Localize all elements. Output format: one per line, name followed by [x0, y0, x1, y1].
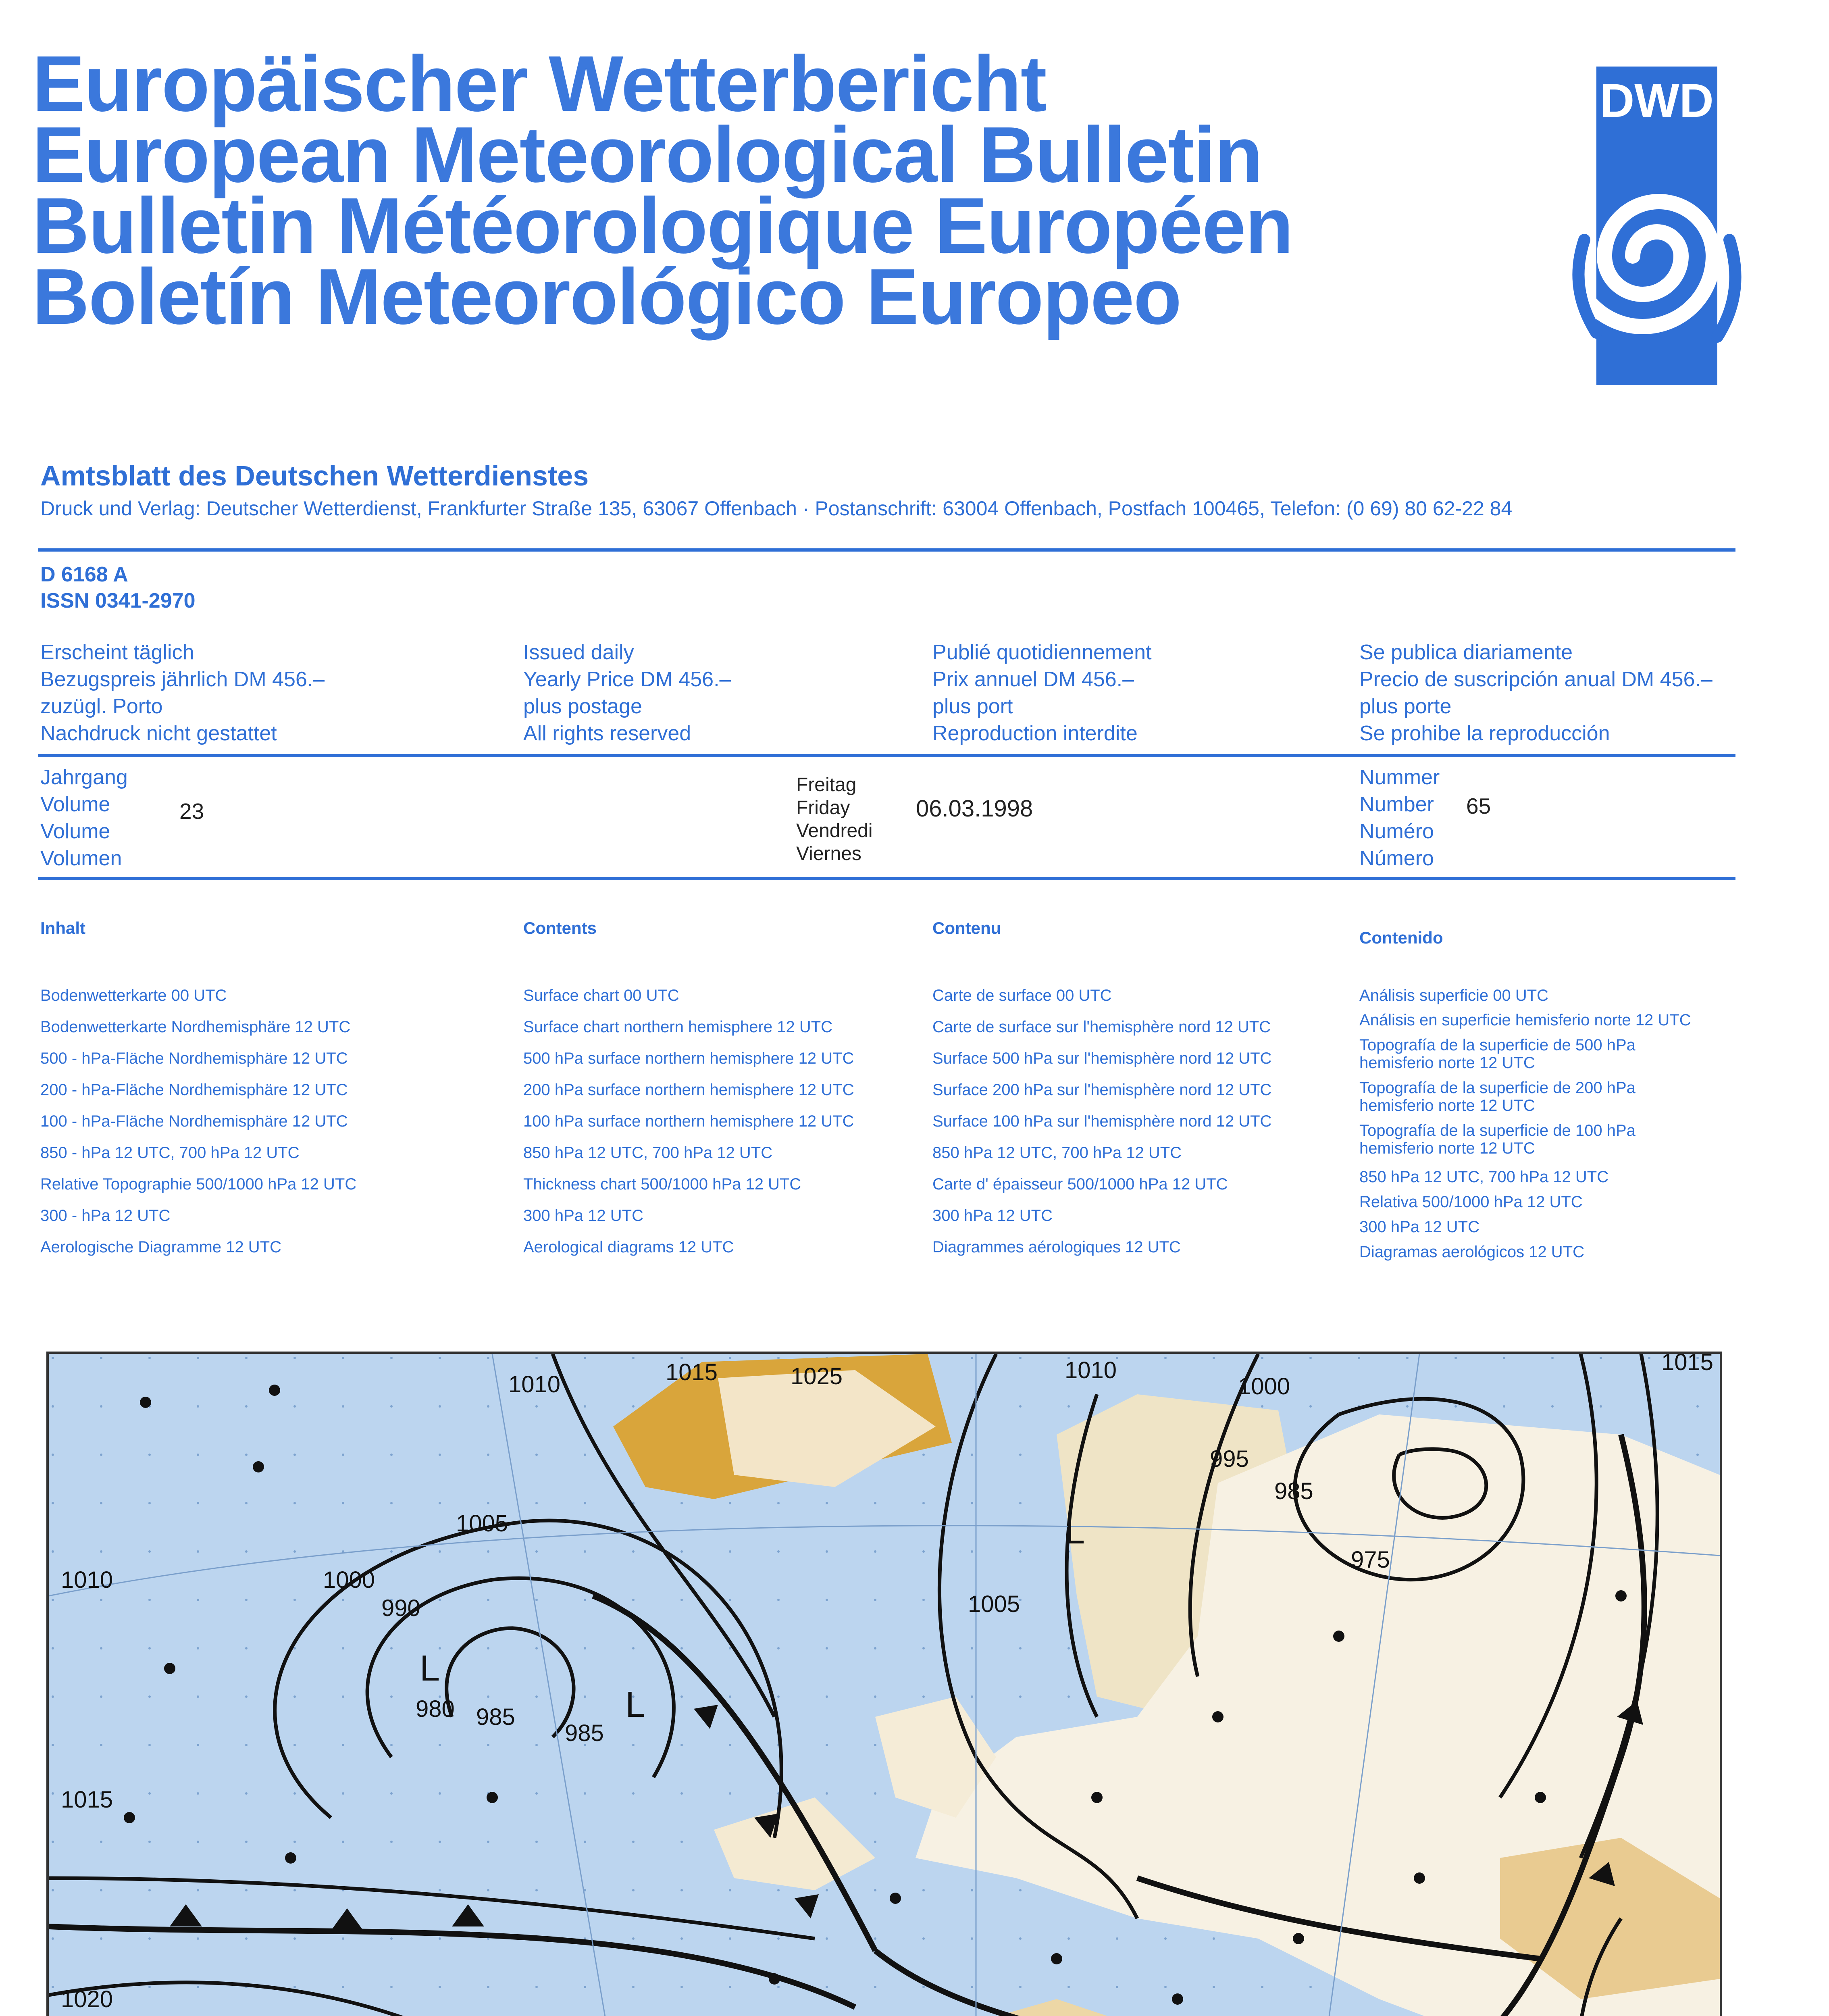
list-item: Carte de surface sur l'hemisphère nord 12 UTC	[932, 1018, 1271, 1036]
list-item: Thickness chart 500/1000 hPa 12 UTC	[523, 1175, 801, 1193]
list-item: 200 - hPa-Fläche Nordhemisphäre 12 UTC	[40, 1081, 348, 1099]
volume-labels: Jahrgang Volume Volume Volumen	[40, 766, 128, 870]
list-item: Surface 200 hPa sur l'hemisphère nord 12 UTC	[932, 1081, 1272, 1099]
list-item: 850 hPa 12 UTC, 700 hPa 12 UTC	[523, 1144, 773, 1162]
list-item: Bodenwetterkarte 00 UTC	[40, 987, 227, 1004]
pricing-french: Publié quotidiennement Prix annuel DM 456.– plus port Reproduction interdite	[932, 641, 1152, 745]
contents-list-es	[1359, 980, 1698, 1264]
list-item: 200 hPa surface northern hemisphere 12 UTC	[523, 1081, 854, 1099]
list-item: Topografía de la superficie de 100 hPa hemisferio norte 12 UTC	[1359, 1122, 1635, 1157]
divider	[38, 877, 1735, 880]
list-item: Surface 100 hPa sur l'hemisphère nord 12 UTC	[932, 1112, 1272, 1130]
d-number: D 6168 A	[40, 563, 128, 586]
contents-heading-en: Contents	[523, 918, 597, 937]
list-item: Topografía de la superficie de 200 hPa hemisferio norte 12 UTC	[1359, 1079, 1635, 1114]
pricing-german: Erscheint täglich Bezugspreis jährlich DM 456.– zuzügl. Porto Nachdruck nicht gestattet	[40, 641, 325, 745]
pricing-spanish: Se publica diariamente Precio de suscripción anual DM 456.– plus porte Se prohibe la reproducción	[1359, 641, 1712, 745]
low-center: L	[625, 1685, 646, 1725]
isobar-label: 975	[1351, 1547, 1390, 1573]
list-item: Relative Topographie 500/1000 hPa 12 UTC	[40, 1175, 357, 1193]
list-item: Bodenwetterkarte Nordhemisphäre 12 UTC	[40, 1018, 351, 1036]
dwd-logo	[1572, 67, 1714, 385]
list-item: 300 hPa 12 UTC	[1359, 1218, 1479, 1236]
list-item: Aerological diagrams 12 UTC	[523, 1238, 734, 1256]
list-item: 300 hPa 12 UTC	[523, 1207, 643, 1225]
list-item: Diagrammes aérologiques 12 UTC	[932, 1238, 1181, 1256]
surface-chart-drawing	[49, 1354, 1720, 2016]
list-item: Surface chart northern hemisphere 12 UTC	[523, 1018, 833, 1036]
list-item: Aerologische Diagramme 12 UTC	[40, 1238, 282, 1256]
isobar-label: 1005	[968, 1591, 1020, 1617]
list-item: 300 hPa 12 UTC	[932, 1207, 1053, 1225]
issue-date: 06.03.1998	[916, 796, 1033, 822]
list-item: Análisis en superficie hemisferio norte 12 UTC	[1359, 1011, 1691, 1029]
isobar-label: 1010	[508, 1371, 561, 1397]
title-german: Europäischer Wetterbericht	[32, 40, 1046, 128]
isobar-label: 1010	[61, 1567, 113, 1593]
divider	[38, 754, 1735, 757]
list-item: Carte de surface 00 UTC	[932, 987, 1112, 1004]
dwd-spiral-icon	[1572, 67, 1742, 385]
list-item: Topografía de la superficie de 500 hPa hemisferio norte 12 UTC	[1359, 1036, 1635, 1072]
day-labels: Freitag Friday Vendredi Viernes	[796, 774, 873, 864]
contents-heading-fr: Contenu	[932, 918, 1001, 937]
isobar-label: 1020	[61, 1986, 113, 2012]
contents-heading-es: Contenido	[1359, 928, 1443, 947]
low-center: L	[420, 1648, 440, 1689]
isobar-label: 1005	[456, 1510, 508, 1537]
contents-list-fr	[932, 980, 1271, 1263]
list-item: 100 - hPa-Fläche Nordhemisphäre 12 UTC	[40, 1112, 348, 1130]
isobar-label: 995	[1210, 1446, 1249, 1472]
list-item: 500 - hPa-Fläche Nordhemisphäre 12 UTC	[40, 1050, 348, 1067]
isobar-label: 985	[476, 1704, 515, 1730]
isobar-label: 1015	[61, 1787, 113, 1813]
list-item: 300 - hPa 12 UTC	[40, 1207, 171, 1225]
isobar-label: 1000	[323, 1567, 375, 1593]
contents-list-de	[40, 980, 356, 1263]
title-french: Bulletin Météorologique Européen	[32, 181, 1293, 270]
title-spanish: Boletín Meteorológico Europeo	[32, 252, 1181, 341]
isobar-label: 990	[381, 1595, 420, 1621]
contents-heading-de: Inhalt	[40, 918, 85, 937]
issue-number: 65	[1466, 793, 1491, 818]
list-item: 100 hPa surface northern hemisphere 12 UTC	[523, 1112, 854, 1130]
isobar-label: 1010	[1065, 1357, 1117, 1383]
list-item: Relativa 500/1000 hPa 12 UTC	[1359, 1193, 1583, 1211]
isobar-label: 985	[1274, 1478, 1313, 1504]
list-item: 850 hPa 12 UTC, 700 hPa 12 UTC	[932, 1144, 1182, 1162]
isobar-label: 1015	[666, 1359, 718, 1385]
isobar-label: 980	[416, 1696, 455, 1722]
divider	[38, 548, 1735, 552]
list-item: Surface chart 00 UTC	[523, 987, 679, 1004]
isobar-label: 985	[565, 1720, 604, 1746]
volume-value: 23	[179, 799, 204, 824]
list-item: 850 hPa 12 UTC, 700 hPa 12 UTC	[1359, 1168, 1609, 1186]
list-item: Análisis superficie 00 UTC	[1359, 987, 1549, 1004]
title-block	[32, 40, 1403, 341]
contents-list-en	[523, 980, 854, 1263]
surface-chart	[46, 1352, 1722, 2016]
title-english: European Meteorological Bulletin	[32, 110, 1262, 199]
list-item: Diagramas aerológicos 12 UTC	[1359, 1243, 1585, 1261]
publisher-title: Amtsblatt des Deutschen Wetterdienstes	[40, 460, 589, 492]
isobar-label: 1025	[791, 1363, 843, 1389]
list-item: Surface 500 hPa sur l'hemisphère nord 12 UTC	[932, 1050, 1272, 1067]
list-item: 500 hPa surface northern hemisphere 12 UTC	[523, 1050, 854, 1067]
logo-text: DWD	[1600, 74, 1714, 127]
isobar-label: 1000	[1238, 1373, 1290, 1400]
low-center: L	[1065, 1511, 1085, 1552]
number-labels: Nummer Number Numéro Número	[1359, 766, 1440, 870]
list-item: 850 - hPa 12 UTC, 700 hPa 12 UTC	[40, 1144, 300, 1162]
issn: ISSN 0341-2970	[40, 589, 196, 612]
publisher-address: Druck und Verlag: Deutscher Wetterdienst, Frankfurter Straße 135, 63067 Offenbach · Postanschrift: 63004 Offenbach, Postfach 100465, Telefon: (0 69) 80 62-22 84	[40, 497, 1513, 520]
list-item: Carte d' épaisseur 500/1000 hPa 12 UTC	[932, 1175, 1228, 1193]
pricing-english: Issued daily Yearly Price DM 456.– plus postage All rights reserved	[523, 641, 731, 745]
isobar-label: 1015	[1661, 1354, 1714, 1375]
